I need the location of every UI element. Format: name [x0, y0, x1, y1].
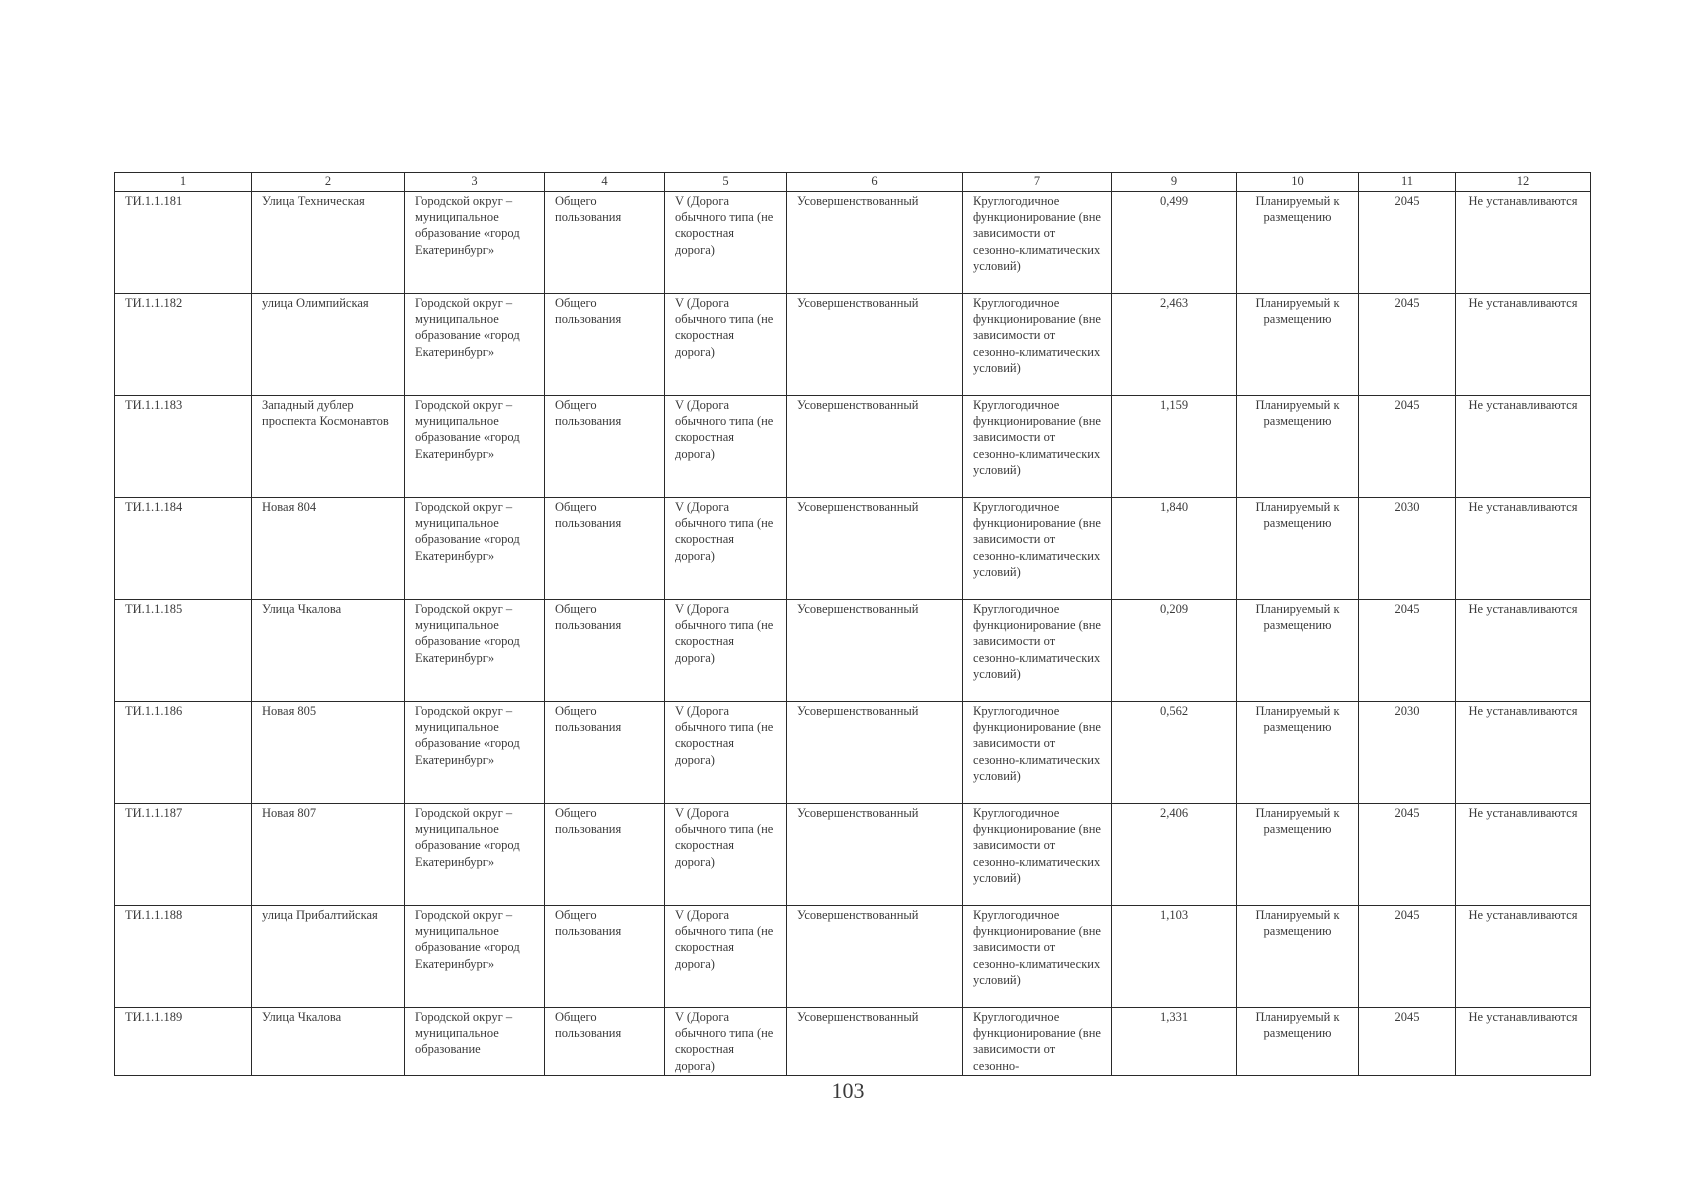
cell-year: 2030 [1359, 702, 1456, 804]
cell-functioning-mode: Круглогодичное функционирование (вне зависимости от сезонно- [963, 1008, 1112, 1076]
cell-length-km: 1,103 [1112, 906, 1237, 1008]
cell-pavement-type: Усовершенствованный [787, 600, 963, 702]
cell-length-km: 1,159 [1112, 396, 1237, 498]
cell-object-name: улица Прибалтийская [252, 906, 405, 1008]
cell-functioning-mode: Круглогодичное функционирование (вне зависимости от сезонно-климатических условий) [963, 702, 1112, 804]
cell-functioning-mode: Круглогодичное функционирование (вне зависимости от сезонно-климатических условий) [963, 906, 1112, 1008]
header-col-1: 1 [115, 173, 252, 192]
cell-year: 2045 [1359, 1008, 1456, 1076]
cell-year: 2045 [1359, 192, 1456, 294]
table-row [115, 1008, 1591, 1076]
cell-object-name: Новая 807 [252, 804, 405, 906]
table-row [115, 702, 1591, 804]
road-register-table [114, 172, 1591, 1076]
cell-functioning-mode: Круглогодичное функционирование (вне зависимости от сезонно-климатических условий) [963, 192, 1112, 294]
cell-restrictions: Не устанавливаются [1456, 294, 1591, 396]
cell-object-name: Улица Чкалова [252, 1008, 405, 1076]
cell-municipality: Городской округ – муниципальное образование «город Екатеринбург» [405, 702, 545, 804]
cell-year: 2045 [1359, 804, 1456, 906]
cell-road-purpose: Общего пользования [545, 294, 665, 396]
cell-length-km: 2,463 [1112, 294, 1237, 396]
cell-object-name: Улица Чкалова [252, 600, 405, 702]
cell-object-id: ТИ.1.1.189 [115, 1008, 252, 1076]
cell-length-km: 1,331 [1112, 1008, 1237, 1076]
header-col-10: 10 [1237, 173, 1359, 192]
cell-municipality: Городской округ – муниципальное образование [405, 1008, 545, 1076]
cell-pavement-type: Усовершенствованный [787, 294, 963, 396]
header-col-11: 11 [1359, 173, 1456, 192]
header-row [115, 173, 1591, 192]
cell-road-class: V (Дорога обычного типа (не скоростная дорога) [665, 498, 787, 600]
cell-pavement-type: Усовершенствованный [787, 804, 963, 906]
cell-object-id: ТИ.1.1.187 [115, 804, 252, 906]
cell-pavement-type: Усовершенствованный [787, 1008, 963, 1076]
cell-object-id: ТИ.1.1.183 [115, 396, 252, 498]
cell-status: Планируемый к размещению [1237, 1008, 1359, 1076]
header-col-9: 9 [1112, 173, 1237, 192]
cell-length-km: 0,209 [1112, 600, 1237, 702]
cell-object-name: Улица Техническая [252, 192, 405, 294]
cell-road-class: V (Дорога обычного типа (не скоростная дорога) [665, 192, 787, 294]
table-row [115, 294, 1591, 396]
header-col-12: 12 [1456, 173, 1591, 192]
cell-functioning-mode: Круглогодичное функционирование (вне зависимости от сезонно-климатических условий) [963, 804, 1112, 906]
cell-municipality: Городской округ – муниципальное образование «город Екатеринбург» [405, 906, 545, 1008]
cell-object-id: ТИ.1.1.188 [115, 906, 252, 1008]
cell-object-name: Западный дублер проспекта Космонавтов [252, 396, 405, 498]
cell-road-purpose: Общего пользования [545, 1008, 665, 1076]
cell-status: Планируемый к размещению [1237, 702, 1359, 804]
cell-year: 2045 [1359, 294, 1456, 396]
cell-year: 2045 [1359, 600, 1456, 702]
header-col-6: 6 [787, 173, 963, 192]
cell-object-id: ТИ.1.1.182 [115, 294, 252, 396]
cell-road-class: V (Дорога обычного типа (не скоростная дорога) [665, 702, 787, 804]
cell-restrictions: Не устанавливаются [1456, 702, 1591, 804]
header-col-3: 3 [405, 173, 545, 192]
cell-functioning-mode: Круглогодичное функционирование (вне зависимости от сезонно-климатических условий) [963, 396, 1112, 498]
cell-object-id: ТИ.1.1.186 [115, 702, 252, 804]
table-row [115, 804, 1591, 906]
cell-status: Планируемый к размещению [1237, 804, 1359, 906]
cell-object-name: улица Олимпийская [252, 294, 405, 396]
cell-municipality: Городской округ – муниципальное образование «город Екатеринбург» [405, 600, 545, 702]
cell-functioning-mode: Круглогодичное функционирование (вне зависимости от сезонно-климатических условий) [963, 294, 1112, 396]
cell-municipality: Городской округ – муниципальное образование «город Екатеринбург» [405, 498, 545, 600]
cell-restrictions: Не устанавливаются [1456, 906, 1591, 1008]
cell-functioning-mode: Круглогодичное функционирование (вне зависимости от сезонно-климатических условий) [963, 498, 1112, 600]
header-col-2: 2 [252, 173, 405, 192]
cell-object-name: Новая 805 [252, 702, 405, 804]
header-col-5: 5 [665, 173, 787, 192]
table-row [115, 600, 1591, 702]
cell-road-class: V (Дорога обычного типа (не скоростная дорога) [665, 294, 787, 396]
cell-road-class: V (Дорога обычного типа (не скоростная дорога) [665, 396, 787, 498]
table-body [115, 192, 1591, 1076]
cell-functioning-mode: Круглогодичное функционирование (вне зависимости от сезонно-климатических условий) [963, 600, 1112, 702]
cell-road-class: V (Дорога обычного типа (не скоростная дорога) [665, 804, 787, 906]
cell-length-km: 0,499 [1112, 192, 1237, 294]
cell-road-class: V (Дорога обычного типа (не скоростная дорога) [665, 1008, 787, 1076]
header-col-4: 4 [545, 173, 665, 192]
cell-road-purpose: Общего пользования [545, 600, 665, 702]
cell-restrictions: Не устанавливаются [1456, 1008, 1591, 1076]
cell-road-purpose: Общего пользования [545, 192, 665, 294]
cell-restrictions: Не устанавливаются [1456, 498, 1591, 600]
cell-road-purpose: Общего пользования [545, 396, 665, 498]
cell-restrictions: Не устанавливаются [1456, 396, 1591, 498]
cell-municipality: Городской округ – муниципальное образование «город Екатеринбург» [405, 396, 545, 498]
cell-restrictions: Не устанавливаются [1456, 804, 1591, 906]
cell-length-km: 1,840 [1112, 498, 1237, 600]
cell-road-purpose: Общего пользования [545, 702, 665, 804]
cell-status: Планируемый к размещению [1237, 192, 1359, 294]
cell-object-id: ТИ.1.1.184 [115, 498, 252, 600]
table-header [115, 173, 1591, 192]
table-row [115, 498, 1591, 600]
cell-pavement-type: Усовершенствованный [787, 702, 963, 804]
table-row [115, 396, 1591, 498]
cell-restrictions: Не устанавливаются [1456, 192, 1591, 294]
cell-pavement-type: Усовершенствованный [787, 396, 963, 498]
cell-length-km: 0,562 [1112, 702, 1237, 804]
cell-road-class: V (Дорога обычного типа (не скоростная дорога) [665, 906, 787, 1008]
cell-pavement-type: Усовершенствованный [787, 192, 963, 294]
page-number: 103 [831, 1078, 865, 1103]
cell-restrictions: Не устанавливаются [1456, 600, 1591, 702]
cell-status: Планируемый к размещению [1237, 294, 1359, 396]
cell-road-purpose: Общего пользования [545, 498, 665, 600]
cell-pavement-type: Усовершенствованный [787, 906, 963, 1008]
cell-object-id: ТИ.1.1.181 [115, 192, 252, 294]
cell-length-km: 2,406 [1112, 804, 1237, 906]
cell-road-purpose: Общего пользования [545, 804, 665, 906]
cell-status: Планируемый к размещению [1237, 906, 1359, 1008]
table-row [115, 906, 1591, 1008]
cell-status: Планируемый к размещению [1237, 498, 1359, 600]
cell-municipality: Городской округ – муниципальное образование «город Екатеринбург» [405, 804, 545, 906]
cell-municipality: Городской округ – муниципальное образование «город Екатеринбург» [405, 192, 545, 294]
cell-object-id: ТИ.1.1.185 [115, 600, 252, 702]
cell-pavement-type: Усовершенствованный [787, 498, 963, 600]
cell-status: Планируемый к размещению [1237, 600, 1359, 702]
header-col-7: 7 [963, 173, 1112, 192]
cell-status: Планируемый к размещению [1237, 396, 1359, 498]
cell-year: 2030 [1359, 498, 1456, 600]
cell-road-purpose: Общего пользования [545, 906, 665, 1008]
cell-year: 2045 [1359, 396, 1456, 498]
cell-municipality: Городской округ – муниципальное образование «город Екатеринбург» [405, 294, 545, 396]
cell-year: 2045 [1359, 906, 1456, 1008]
cell-object-name: Новая 804 [252, 498, 405, 600]
cell-road-class: V (Дорога обычного типа (не скоростная дорога) [665, 600, 787, 702]
table-row [115, 192, 1591, 294]
